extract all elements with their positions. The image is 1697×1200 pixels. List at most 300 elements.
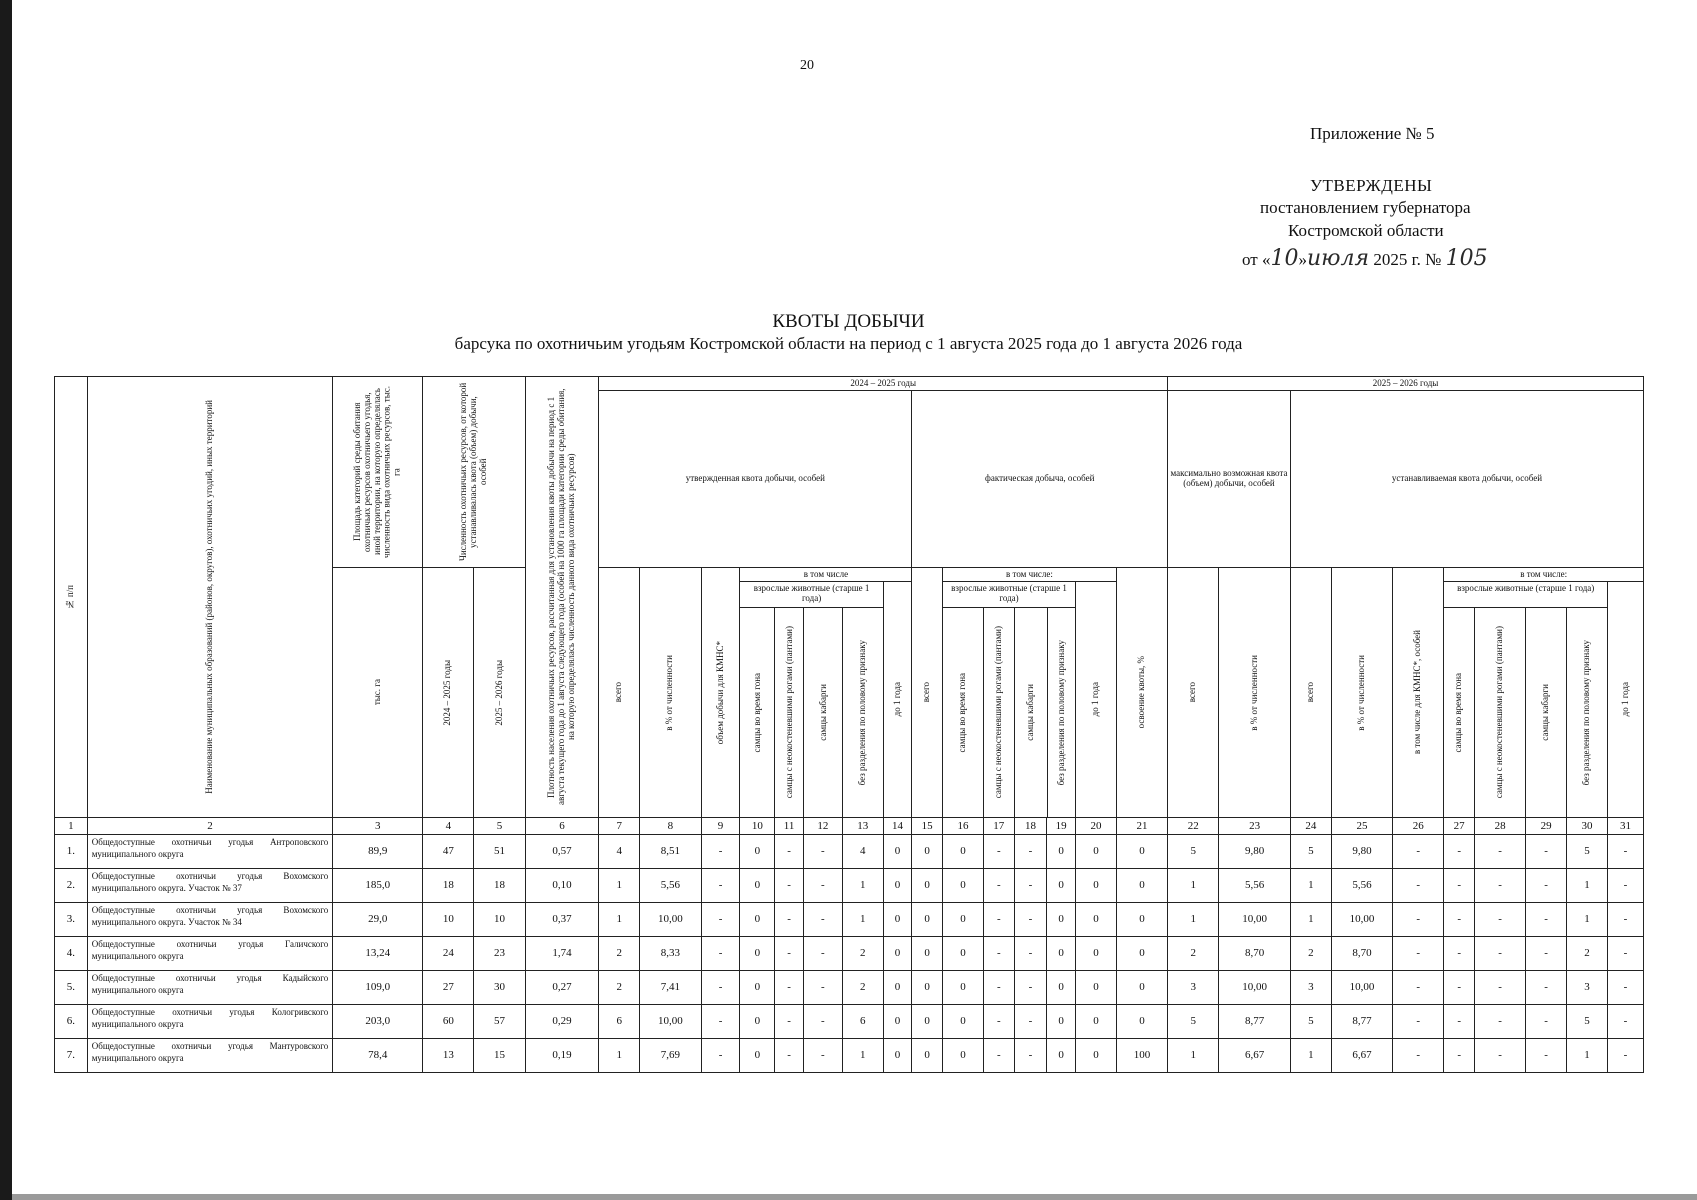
cell-c1: 24	[423, 937, 474, 971]
column-number: 5	[474, 818, 525, 835]
cell-area: 89,9	[333, 835, 423, 869]
cell-area: 203,0	[333, 1005, 423, 1039]
cell-s-pct: 10,00	[1331, 903, 1392, 937]
cell-a-musk: -	[1014, 937, 1047, 971]
cell-s-kmns: -	[1393, 1005, 1444, 1039]
cell-q-kmns: -	[701, 869, 740, 903]
column-number: 13	[842, 818, 883, 835]
cell-q-u1: 0	[883, 869, 912, 903]
approved-label: УТВЕРЖДЕНЫ	[1310, 176, 1433, 195]
header-q-pct: в % от численности	[640, 568, 701, 818]
cell-s-total: 3	[1290, 971, 1331, 1005]
header-set-quota: устанавливаемая квота добычи, особей	[1290, 391, 1643, 568]
header-s-rut: самцы во время гона	[1453, 672, 1464, 753]
header-num: № п/п	[55, 377, 88, 818]
hunting-area-name: Общедоступные охотничьи угодья Вохомского муниципального округа. Участок № 34	[87, 903, 333, 937]
cell-q-u1: 0	[883, 903, 912, 937]
cell-q-nosex: 4	[842, 835, 883, 869]
cell-s-u1: -	[1608, 835, 1644, 869]
doc-number-handwritten: 105	[1445, 246, 1488, 271]
column-number: 29	[1526, 818, 1567, 835]
row-number: 2.	[55, 869, 88, 903]
date-month-handwritten: июля	[1306, 246, 1370, 271]
cell-s-u1: -	[1608, 869, 1644, 903]
cell-a-ant: -	[983, 1039, 1014, 1073]
cell-c2: 30	[474, 971, 525, 1005]
cell-q-musk: -	[803, 971, 842, 1005]
page-number: 20	[800, 58, 814, 73]
header-s-under1: до 1 года	[1608, 582, 1644, 818]
cell-s-u1: -	[1608, 903, 1644, 937]
header-q-adults: взрослые животные (старше 1 года)	[740, 582, 882, 608]
cell-s-ant: -	[1475, 869, 1526, 903]
cell-s-nosex: 1	[1567, 903, 1608, 937]
cell-s-pct: 8,70	[1331, 937, 1392, 971]
column-number: 10	[740, 818, 775, 835]
table-row	[55, 869, 1644, 903]
header-area-unit: тыс. га	[333, 568, 423, 818]
cell-s-nosex: 1	[1567, 869, 1608, 903]
cell-a-rut: 0	[943, 903, 984, 937]
cell-s-kmns: -	[1393, 1039, 1444, 1073]
cell-a-u1: 0	[1076, 971, 1117, 1005]
row-number: 6.	[55, 1005, 88, 1039]
cell-a-rut: 0	[943, 971, 984, 1005]
cell-m-pct: 9,80	[1219, 835, 1291, 869]
header-q-total: всего	[599, 568, 640, 818]
cell-a-u1: 0	[1076, 1039, 1117, 1073]
header-period-2024: 2024 – 2025 годы	[599, 377, 1168, 391]
column-number: 21	[1116, 818, 1167, 835]
column-number: 9	[701, 818, 740, 835]
cell-a-nosex: 0	[1047, 1005, 1076, 1039]
quota-table	[54, 376, 1644, 1073]
cell-s-musk: -	[1526, 869, 1567, 903]
cell-m-pct: 8,77	[1219, 1005, 1291, 1039]
header-s-nosex: без разделения по половому признаку	[1581, 639, 1592, 786]
column-number: 25	[1331, 818, 1392, 835]
cell-m-total: 1	[1168, 1039, 1219, 1073]
cell-s-ant: -	[1475, 835, 1526, 869]
cell-a-ant: -	[983, 937, 1014, 971]
cell-util: 0	[1116, 869, 1167, 903]
cell-s-pct: 5,56	[1331, 869, 1392, 903]
header-m-total: всего	[1168, 568, 1219, 818]
cell-q-musk: -	[803, 903, 842, 937]
cell-s-pct: 10,00	[1331, 971, 1392, 1005]
header-s-pct: в % от численности	[1331, 568, 1392, 818]
cell-s-musk: -	[1526, 903, 1567, 937]
cell-s-u1: -	[1608, 1039, 1644, 1073]
cell-q-nosex: 2	[842, 937, 883, 971]
cell-dens: 0,29	[525, 1005, 599, 1039]
table-row	[55, 835, 1644, 869]
header-count: Численность охотничьих ресурсов, от которой устанавливалась квота (объем) добычи, особей	[423, 377, 525, 568]
cell-a-total: 0	[912, 835, 943, 869]
header-s-adults-group	[1444, 582, 1608, 818]
cell-area: 13,24	[333, 937, 423, 971]
cell-dens: 0,27	[525, 971, 599, 1005]
cell-s-pct: 6,67	[1331, 1039, 1392, 1073]
cell-s-nosex: 5	[1567, 1005, 1608, 1039]
header-a-rut: самцы во время гона	[957, 672, 968, 753]
header-s-total: всего	[1290, 568, 1331, 818]
header-q-musk: самцы кабарги	[817, 684, 828, 741]
cell-a-nosex: 0	[1047, 1039, 1076, 1073]
cell-c1: 27	[423, 971, 474, 1005]
date-prefix: от «	[1242, 250, 1271, 269]
cell-q-total: 6	[599, 1005, 640, 1039]
cell-s-rut: -	[1444, 835, 1475, 869]
cell-s-total: 5	[1290, 1005, 1331, 1039]
column-number: 20	[1076, 818, 1117, 835]
cell-dens: 0,10	[525, 869, 599, 903]
cell-m-pct: 6,67	[1219, 1039, 1291, 1073]
row-number: 1.	[55, 835, 88, 869]
cell-q-total: 2	[599, 937, 640, 971]
cell-a-nosex: 0	[1047, 869, 1076, 903]
cell-c1: 13	[423, 1039, 474, 1073]
cell-m-total: 3	[1168, 971, 1219, 1005]
cell-a-u1: 0	[1076, 903, 1117, 937]
cell-s-kmns: -	[1393, 937, 1444, 971]
cell-q-rut: 0	[740, 869, 775, 903]
cell-q-u1: 0	[883, 835, 912, 869]
header-q-under1: до 1 года	[883, 582, 912, 818]
header-approved-quota: утвержденная квота добычи, особей	[599, 391, 912, 568]
cell-a-rut: 0	[943, 835, 984, 869]
cell-c2: 18	[474, 869, 525, 903]
cell-q-ant: -	[775, 869, 804, 903]
cell-q-nosex: 2	[842, 971, 883, 1005]
cell-c1: 47	[423, 835, 474, 869]
header-q-incl: в том числе	[740, 568, 912, 582]
cell-a-ant: -	[983, 869, 1014, 903]
cell-q-nosex: 1	[842, 1039, 883, 1073]
cell-m-total: 2	[1168, 937, 1219, 971]
cell-a-total: 0	[912, 1005, 943, 1039]
cell-s-kmns: -	[1393, 835, 1444, 869]
cell-s-musk: -	[1526, 971, 1567, 1005]
header-q-kmns: объем добычи для КМНС*	[701, 568, 740, 818]
cell-a-total: 0	[912, 903, 943, 937]
cell-s-musk: -	[1526, 937, 1567, 971]
cell-q-u1: 0	[883, 971, 912, 1005]
cell-dens: 0,37	[525, 903, 599, 937]
cell-c1: 60	[423, 1005, 474, 1039]
document-title: КВОТЫ ДОБЫЧИ	[772, 311, 925, 332]
cell-q-total: 1	[599, 869, 640, 903]
cell-q-kmns: -	[701, 937, 740, 971]
cell-c2: 15	[474, 1039, 525, 1073]
column-number: 11	[775, 818, 804, 835]
cell-util: 0	[1116, 1005, 1167, 1039]
header-a-incl: в том числе:	[943, 568, 1117, 582]
cell-s-ant: -	[1475, 903, 1526, 937]
cell-area: 109,0	[333, 971, 423, 1005]
header-a-musk: самцы кабарги	[1025, 684, 1036, 741]
cell-q-ant: -	[775, 1005, 804, 1039]
cell-a-musk: -	[1014, 1005, 1047, 1039]
column-number: 26	[1393, 818, 1444, 835]
cell-q-total: 1	[599, 903, 640, 937]
cell-s-total: 1	[1290, 869, 1331, 903]
column-numbers-row	[55, 818, 1644, 835]
cell-q-pct: 10,00	[640, 903, 701, 937]
row-number: 5.	[55, 971, 88, 1005]
cell-q-ant: -	[775, 971, 804, 1005]
cell-a-ant: -	[983, 971, 1014, 1005]
cell-q-u1: 0	[883, 1005, 912, 1039]
cell-q-musk: -	[803, 835, 842, 869]
column-number: 19	[1047, 818, 1076, 835]
cell-q-pct: 8,51	[640, 835, 701, 869]
header-a-nosex: без разделения по половому признаку	[1055, 639, 1066, 786]
column-number: 31	[1608, 818, 1644, 835]
row-number: 4.	[55, 937, 88, 971]
cell-s-ant: -	[1475, 937, 1526, 971]
cell-q-rut: 0	[740, 1039, 775, 1073]
cell-a-total: 0	[912, 937, 943, 971]
cell-q-u1: 0	[883, 937, 912, 971]
cell-s-u1: -	[1608, 937, 1644, 971]
hunting-area-name: Общедоступные охотничьи угодья Кадыйского муниципального округа	[87, 971, 333, 1005]
cell-a-rut: 0	[943, 937, 984, 971]
approval-line-governor: постановлением губернатора	[1260, 198, 1471, 217]
cell-s-nosex: 3	[1567, 971, 1608, 1005]
cell-q-rut: 0	[740, 937, 775, 971]
column-number: 1	[55, 818, 88, 835]
cell-m-pct: 5,56	[1219, 869, 1291, 903]
cell-a-u1: 0	[1076, 937, 1117, 971]
cell-a-rut: 0	[943, 1039, 984, 1073]
header-utilization: освоение квоты, %	[1116, 568, 1167, 818]
cell-a-ant: -	[983, 835, 1014, 869]
column-number: 16	[943, 818, 984, 835]
cell-util: 100	[1116, 1039, 1167, 1073]
cell-q-rut: 0	[740, 835, 775, 869]
cell-c1: 18	[423, 869, 474, 903]
cell-s-total: 5	[1290, 835, 1331, 869]
cell-q-musk: -	[803, 1005, 842, 1039]
cell-q-nosex: 1	[842, 903, 883, 937]
cell-q-ant: -	[775, 835, 804, 869]
header-s-kmns: в том числе для КМНС*, особей	[1393, 568, 1444, 818]
column-number: 24	[1290, 818, 1331, 835]
column-number: 28	[1475, 818, 1526, 835]
header-count-2025: 2025 – 2026 годы	[474, 568, 525, 818]
cell-a-u1: 0	[1076, 1005, 1117, 1039]
header-period-2025: 2025 – 2026 годы	[1168, 377, 1644, 391]
cell-s-pct: 9,80	[1331, 835, 1392, 869]
column-number: 12	[803, 818, 842, 835]
cell-a-ant: -	[983, 903, 1014, 937]
cell-s-musk: -	[1526, 1039, 1567, 1073]
column-number: 3	[333, 818, 423, 835]
cell-s-rut: -	[1444, 937, 1475, 971]
cell-q-rut: 0	[740, 971, 775, 1005]
document-subtitle: барсука по охотничьим угодьям Костромской области на период с 1 августа 2025 года до 1 августа 2026 года	[454, 334, 1243, 353]
header-q-adults-group	[740, 582, 883, 818]
cell-s-musk: -	[1526, 1005, 1567, 1039]
cell-a-rut: 0	[943, 869, 984, 903]
cell-q-pct: 7,69	[640, 1039, 701, 1073]
cell-q-nosex: 6	[842, 1005, 883, 1039]
hunting-area-name: Общедоступные охотничьи угодья Мантуровского муниципального округа	[87, 1039, 333, 1073]
cell-util: 0	[1116, 903, 1167, 937]
table-row	[55, 937, 1644, 971]
cell-m-pct: 8,70	[1219, 937, 1291, 971]
hunting-area-name: Общедоступные охотничьи угодья Антроповского муниципального округа	[87, 835, 333, 869]
cell-q-total: 1	[599, 1039, 640, 1073]
cell-q-rut: 0	[740, 1005, 775, 1039]
header-area: Площадь категорий среды обитания охотничьих ресурсов охотничьего угодья, иной территории, на которую определялась численность вида охотничьих ресурсов, тыс. га	[333, 377, 423, 568]
cell-a-rut: 0	[943, 1005, 984, 1039]
column-number: 27	[1444, 818, 1475, 835]
cell-q-kmns: -	[701, 971, 740, 1005]
cell-q-kmns: -	[701, 903, 740, 937]
column-number: 15	[912, 818, 943, 835]
cell-s-ant: -	[1475, 1005, 1526, 1039]
column-number: 14	[883, 818, 912, 835]
cell-s-nosex: 2	[1567, 937, 1608, 971]
header-density: Плотность населения охотничьих ресурсов, рассчитанная для установления квоты добычи на период с 1 августа текущего года до 1 августа следующего года (особей на 1000 га площади категории среды обитания, на которую определялась численность данного вида охотничьих ресурсов)	[525, 377, 599, 818]
table-row	[55, 1039, 1644, 1073]
scan-bottom-edge	[12, 1194, 1697, 1200]
cell-area: 78,4	[333, 1039, 423, 1073]
cell-dens: 0,57	[525, 835, 599, 869]
cell-s-nosex: 1	[1567, 1039, 1608, 1073]
cell-s-u1: -	[1608, 971, 1644, 1005]
cell-a-u1: 0	[1076, 835, 1117, 869]
cell-s-kmns: -	[1393, 869, 1444, 903]
row-number: 3.	[55, 903, 88, 937]
cell-m-total: 5	[1168, 835, 1219, 869]
header-s-adults: взрослые животные (старше 1 года)	[1444, 582, 1607, 608]
cell-s-kmns: -	[1393, 971, 1444, 1005]
cell-q-ant: -	[775, 903, 804, 937]
cell-c2: 51	[474, 835, 525, 869]
cell-a-nosex: 0	[1047, 903, 1076, 937]
cell-a-musk: -	[1014, 869, 1047, 903]
cell-c2: 10	[474, 903, 525, 937]
cell-s-ant: -	[1475, 1039, 1526, 1073]
header-s-incl: в том числе:	[1444, 568, 1644, 582]
column-number: 18	[1014, 818, 1047, 835]
hunting-area-name: Общедоступные охотничьи угодья Кологривского муниципального округа	[87, 1005, 333, 1039]
header-s-musk: самцы кабарги	[1540, 684, 1551, 741]
cell-a-ant: -	[983, 1005, 1014, 1039]
cell-c2: 23	[474, 937, 525, 971]
cell-area: 29,0	[333, 903, 423, 937]
cell-s-rut: -	[1444, 1005, 1475, 1039]
cell-s-musk: -	[1526, 835, 1567, 869]
header-a-under1: до 1 года	[1076, 582, 1117, 818]
cell-m-total: 1	[1168, 869, 1219, 903]
cell-a-musk: -	[1014, 971, 1047, 1005]
column-number: 17	[983, 818, 1014, 835]
header-actual: фактическая добыча, особей	[912, 391, 1168, 568]
column-number: 6	[525, 818, 599, 835]
cell-q-kmns: -	[701, 1005, 740, 1039]
header-m-pct: в % от численности	[1219, 568, 1291, 818]
cell-a-nosex: 0	[1047, 937, 1076, 971]
hunting-area-name: Общедоступные охотничьи угодья Галичского муниципального округа	[87, 937, 333, 971]
cell-q-total: 4	[599, 835, 640, 869]
cell-q-kmns: -	[701, 1039, 740, 1073]
column-number: 22	[1168, 818, 1219, 835]
header-a-adults: взрослые животные (старше 1 года)	[943, 582, 1075, 608]
cell-a-musk: -	[1014, 1039, 1047, 1073]
cell-a-total: 0	[912, 1039, 943, 1073]
cell-s-total: 1	[1290, 1039, 1331, 1073]
cell-m-total: 1	[1168, 903, 1219, 937]
cell-a-total: 0	[912, 869, 943, 903]
table-row	[55, 903, 1644, 937]
cell-util: 0	[1116, 937, 1167, 971]
cell-s-pct: 8,77	[1331, 1005, 1392, 1039]
header-a-adults-group	[943, 582, 1076, 818]
cell-q-ant: -	[775, 937, 804, 971]
column-number: 7	[599, 818, 640, 835]
row-number: 7.	[55, 1039, 88, 1073]
cell-a-nosex: 0	[1047, 971, 1076, 1005]
cell-q-pct: 5,56	[640, 869, 701, 903]
cell-s-kmns: -	[1393, 903, 1444, 937]
cell-q-pct: 10,00	[640, 1005, 701, 1039]
cell-a-total: 0	[912, 971, 943, 1005]
header-s-antlers: самцы с неокостеневшими рогами (пантами)	[1494, 626, 1505, 799]
cell-a-u1: 0	[1076, 869, 1117, 903]
cell-q-kmns: -	[701, 835, 740, 869]
approval-line-region: Костромской области	[1288, 221, 1444, 240]
cell-util: 0	[1116, 835, 1167, 869]
cell-q-total: 2	[599, 971, 640, 1005]
cell-s-total: 1	[1290, 903, 1331, 937]
cell-c1: 10	[423, 903, 474, 937]
table-row	[55, 1005, 1644, 1039]
cell-area: 185,0	[333, 869, 423, 903]
cell-q-ant: -	[775, 1039, 804, 1073]
hunting-area-name: Общедоступные охотничьи угодья Вохомского муниципального округа. Участок № 37	[87, 869, 333, 903]
cell-q-rut: 0	[740, 903, 775, 937]
column-number: 2	[87, 818, 333, 835]
cell-s-rut: -	[1444, 869, 1475, 903]
cell-s-nosex: 5	[1567, 835, 1608, 869]
annex-label: Приложение № 5	[1310, 124, 1435, 143]
cell-s-total: 2	[1290, 937, 1331, 971]
cell-a-musk: -	[1014, 903, 1047, 937]
cell-q-nosex: 1	[842, 869, 883, 903]
cell-q-u1: 0	[883, 1039, 912, 1073]
cell-a-nosex: 0	[1047, 835, 1076, 869]
header-name: Наименование муниципальных образований (районов, округов), охотничьих угодий, иных территорий	[87, 377, 333, 818]
cell-q-pct: 8,33	[640, 937, 701, 971]
cell-s-rut: -	[1444, 1039, 1475, 1073]
table-row	[55, 971, 1644, 1005]
cell-a-musk: -	[1014, 835, 1047, 869]
cell-q-pct: 7,41	[640, 971, 701, 1005]
header-a-total: всего	[912, 568, 943, 818]
cell-s-u1: -	[1608, 1005, 1644, 1039]
column-number: 8	[640, 818, 701, 835]
cell-m-total: 5	[1168, 1005, 1219, 1039]
cell-q-musk: -	[803, 937, 842, 971]
header-max-quota: максимально возможная квота (объем) добычи, особей	[1168, 391, 1291, 568]
date-year: 2025 г. №	[1373, 250, 1442, 269]
cell-m-pct: 10,00	[1219, 971, 1291, 1005]
header-a-antlers: самцы с неокостеневшими рогами (пантами)	[993, 626, 1004, 799]
